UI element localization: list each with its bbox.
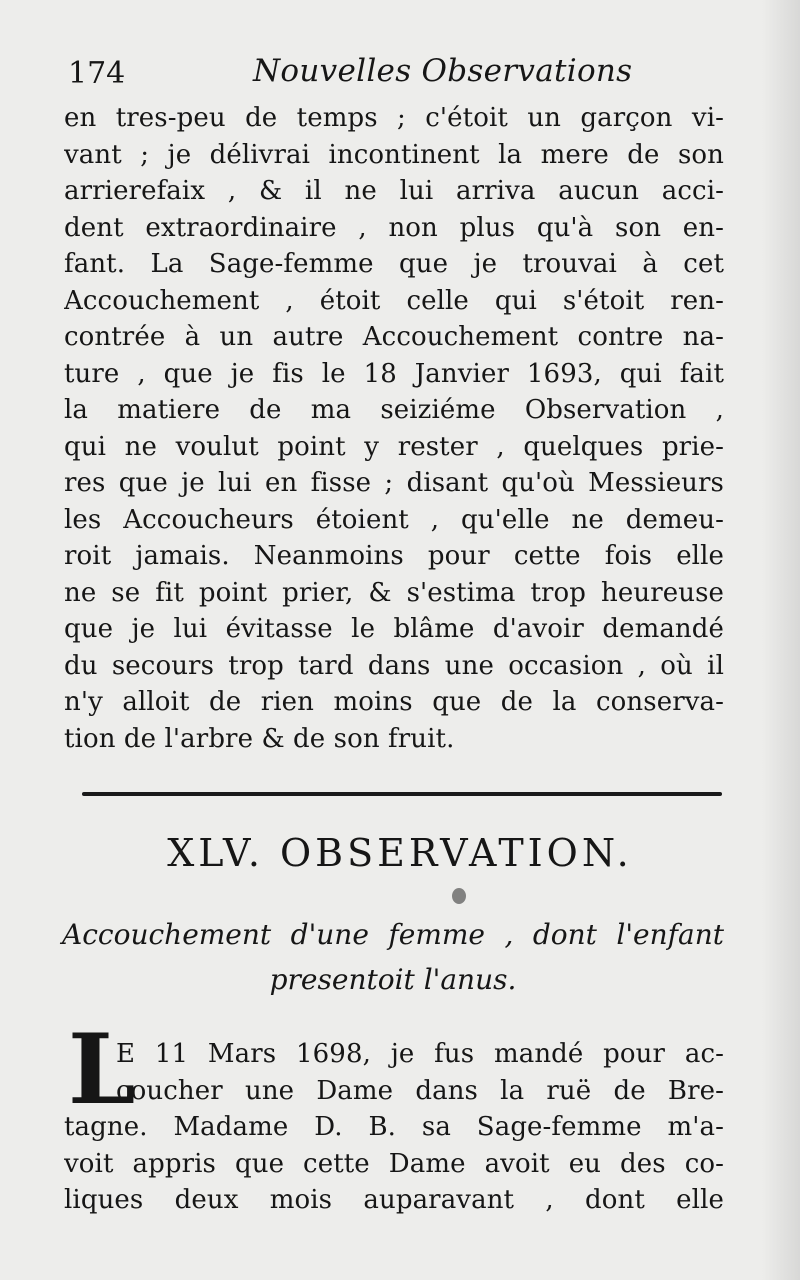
text-line: en tres-peu de temps ; c'étoit un garçon vi- [64,103,724,133]
text-line: la matiere de ma seiziéme Observation , [64,395,724,425]
page-edge-shadow [762,0,800,1280]
text-line: tion de l'arbre & de son fruit. [64,723,455,754]
text-line: coucher une Dame dans la ruë de Bre- [116,1075,724,1106]
section-divider [82,792,722,796]
body-paragraph [64,100,724,757]
text-line: contrée à un autre Accouchement contre na- [64,322,724,352]
text-line: du secours trop tard dans une occasion , où il [64,650,724,681]
text-line: arrierefaix , & il ne lui arriva aucun acci- [64,176,724,206]
section-title: XLV. OBSERVATION. [167,831,633,875]
page-header [68,48,738,98]
text-line: les Accoucheurs étoient , qu'elle ne demeu- [64,504,724,535]
text-line: ture , que je fis le 18 Janvier 1693, qui fait [64,358,724,389]
text-line: liques deux mois auparavant , dont elle [64,1185,724,1215]
text-line: dent extraordinaire , non plus qu'à son en- [64,212,724,243]
text-line: que je lui évitasse le blâme d'avoir demandé [64,614,724,644]
section-subtitle [62,912,724,1002]
text-line: voit appris que cette Dame avoit eu des co- [64,1148,724,1179]
text-line: E 11 Mars 1698, je fus mandé pour ac- [116,1039,724,1069]
second-paragraph [64,1036,724,1219]
text-line: roit jamais. Neanmoins pour cette fois elle [64,541,724,571]
ink-spot [452,888,466,904]
text-line: res que je lui en fisse ; disant qu'où Messieurs [64,468,724,498]
subtitle-line: presentoit l'anus. [269,963,517,996]
text-line: fant. La Sage-femme que je trouvai à cet [64,249,724,279]
page-number: 174 [68,56,126,91]
subtitle-line: Accouchement d'une femme , dont l'enfant [62,918,724,951]
text-line: vant ; je délivrai incontinent la mere de son [64,139,724,170]
text-line: qui ne voulut point y rester , quelques prie- [64,431,724,462]
running-title: Nouvelles Observations [253,53,633,89]
text-line: tagne. Madame D. B. sa Sage-femme m'a- [64,1112,724,1142]
drop-cap: L [68,1013,136,1126]
text-line: n'y alloit de rien moins que de la conserva- [64,687,724,717]
text-line: ne se fit point prier, & s'estima trop heureuse [64,577,724,608]
text-line: Accouchement , étoit celle qui s'étoit ren- [64,285,724,316]
